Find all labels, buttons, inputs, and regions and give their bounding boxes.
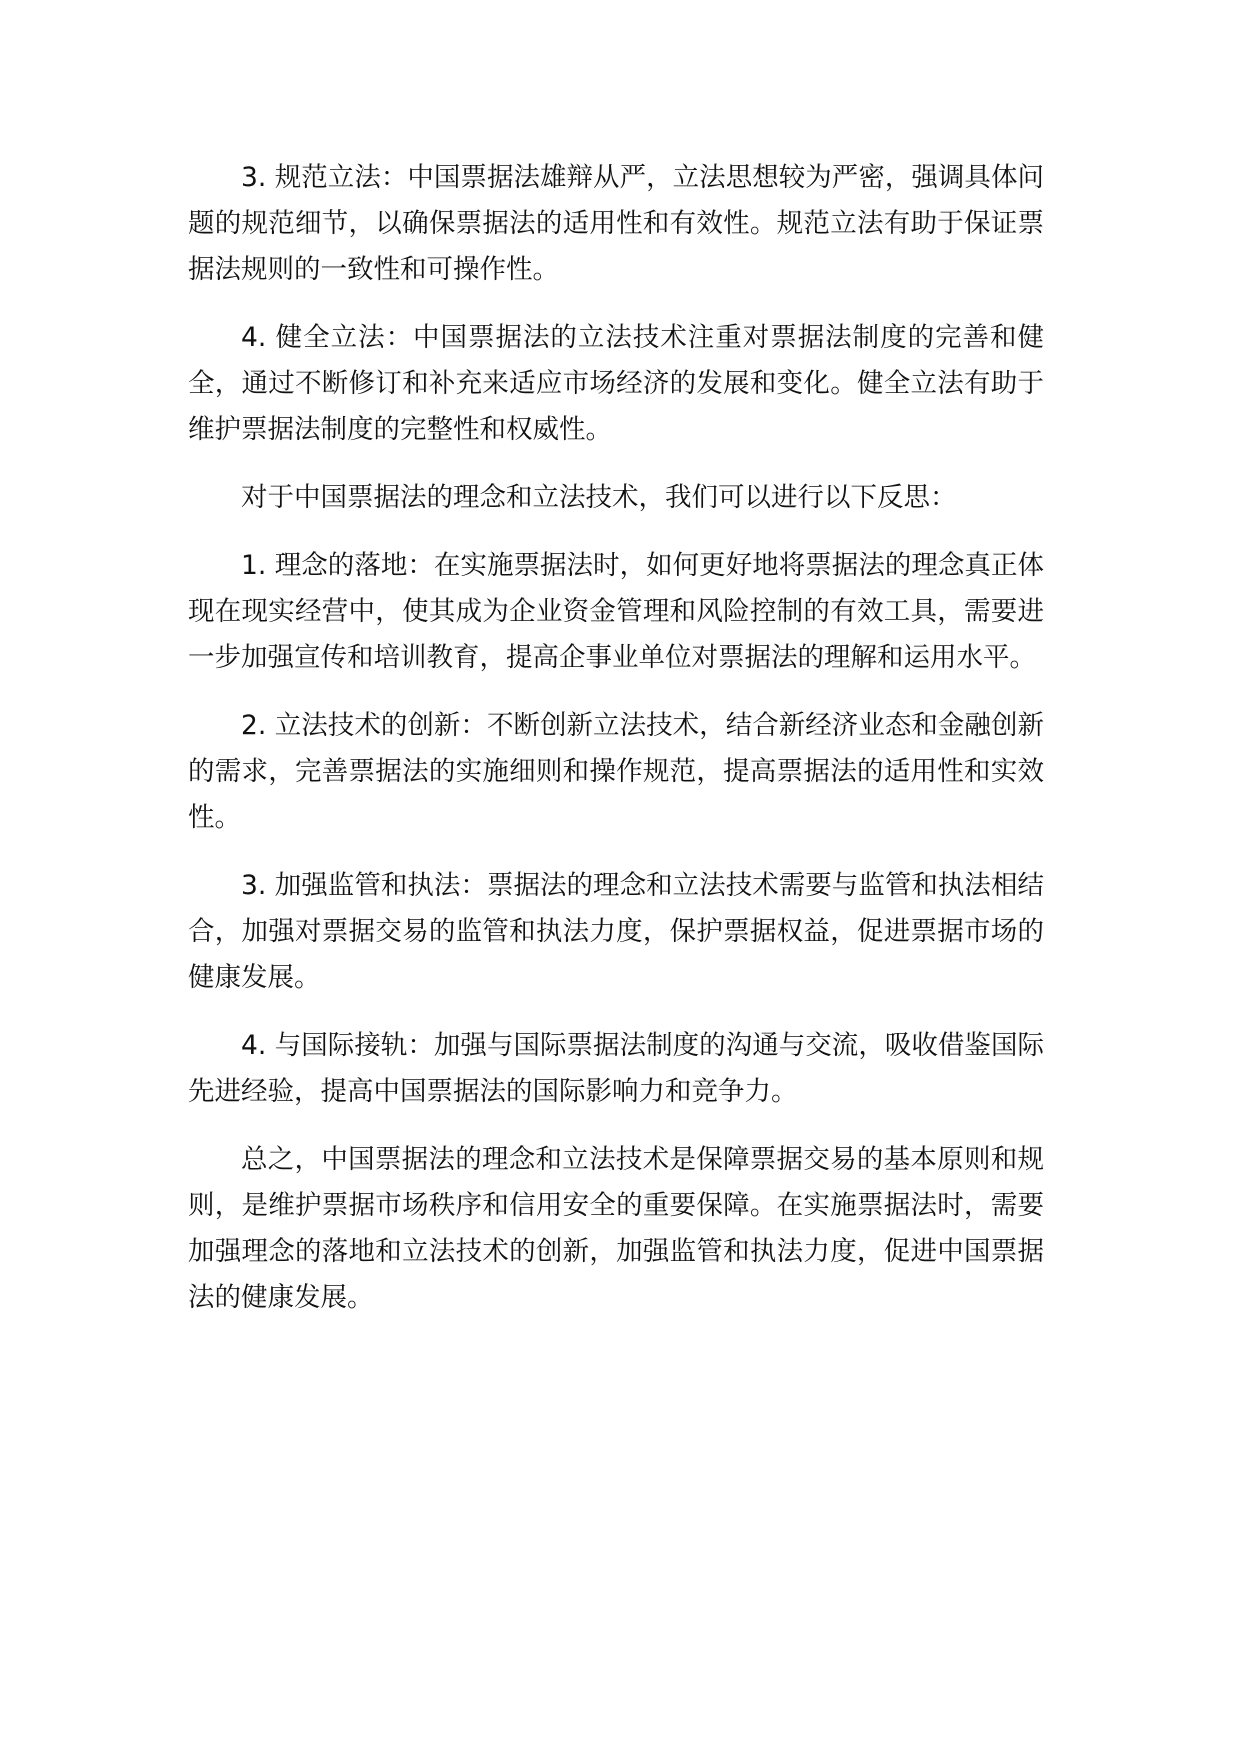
paragraph-concept-implementation: 1. 理念的落地：在实施票据法时，如何更好地将票据法的理念真正体现在现实经营中，使其成为企业资金管理和风险控制的有效工具，需要进一步加强宣传和培训教育，提高企事业单位对票据法的理解和运用水平。 — [188, 550, 1044, 673]
paragraph-conclusion: 总之，中国票据法的理念和立法技术是保障票据交易的基本原则和规则，是维护票据市场秩序和信用安全的重要保障。在实施票据法时，需要加强理念的落地和立法技术的创新，加强监管和执法力度，促进中国票据法的健康发展。 — [188, 1144, 1044, 1313]
document-body — [188, 155, 1044, 1343]
paragraph-international-alignment: 4. 与国际接轨：加强与国际票据法制度的沟通与交流，吸收借鉴国际先进经验，提高中国票据法的国际影响力和竞争力。 — [188, 1030, 1044, 1107]
paragraph-normative-legislation: 3. 规范立法：中国票据法雄辩从严，立法思想较为严密，强调具体问题的规范细节，以确保票据法的适用性和有效性。规范立法有助于保证票据法规则的一致性和可操作性。 — [188, 162, 1044, 285]
paragraph-reflection-intro: 对于中国票据法的理念和立法技术，我们可以进行以下反思： — [241, 482, 957, 513]
paragraph-supervision-enforcement: 3. 加强监管和执法：票据法的理念和立法技术需要与监管和执法相结合，加强对票据交易的监管和执法力度，保护票据权益，促进票据市场的健康发展。 — [188, 870, 1044, 993]
paragraph-technique-innovation: 2. 立法技术的创新：不断创新立法技术，结合新经济业态和金融创新的需求，完善票据法的实施细则和操作规范，提高票据法的适用性和实效性。 — [188, 710, 1044, 833]
paragraph-sound-legislation: 4. 健全立法：中国票据法的立法技术注重对票据法制度的完善和健全，通过不断修订和补充来适应市场经济的发展和变化。健全立法有助于维护票据法制度的完整性和权威性。 — [188, 322, 1044, 445]
